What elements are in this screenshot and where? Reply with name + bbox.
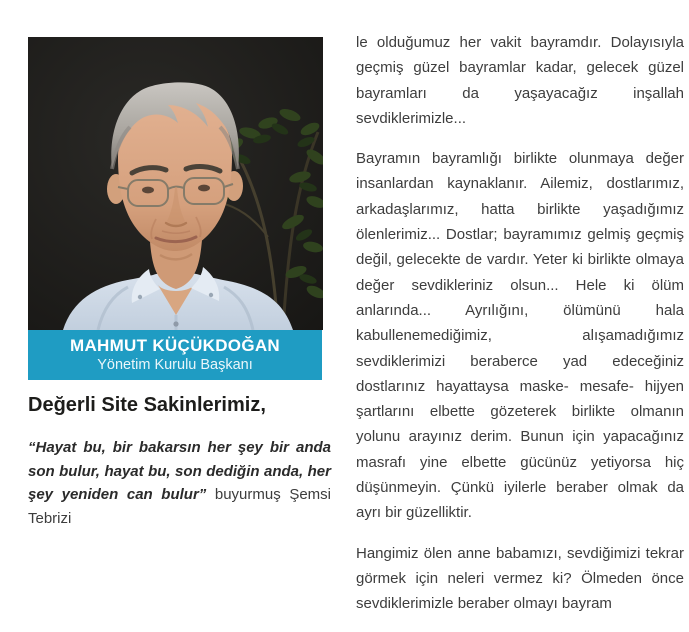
greeting-heading: Değerli Site Sakinlerimiz, xyxy=(28,394,266,416)
opening-quote xyxy=(28,436,331,530)
author-name-banner xyxy=(28,330,322,380)
author-role: Yönetim Kurulu Başkanı xyxy=(97,357,253,374)
portrait-photo xyxy=(28,37,323,330)
article-paragraph: Bayramın bayramlığı birlikte olunmaya değer insanlardan kaynaklanır. Ailemiz, dostlarımız, arkadaşlarımız, hatta birlikte yaşadığımız ölenlerimiz... Dostlar; bayramımız gelmiş geçmiş değil, gelecekte de vardır. Yeter ki birlikte olmaya değer sevdikleriniz olsun... Hele ki ölüm anlarında... Ayrılığını, ölümünü hala kabullenemediğimiz, alışamadığımız sevdiklerimizi beraberce yad edeceğiniz dostlarınız hayattaysa maske- mesafe- hijyen şartlarını elbette gözeterek birlikte olmanın yolunu arayınız derim. Bunun için yapacağınız masrafı yine elbette gücünüz yetiyorsa hiç düşünmeyin. Çünkü iyilerle beraber olmak da ayrı bir güzelliktir. xyxy=(356,150,684,522)
article-paragraph: Hangimiz ölen anne babamızı, sevdiğimizi tekrar görmek için neleri vermez ki? Ölmeden önce sevdiklerimizle beraber olmayı bayram xyxy=(356,544,684,613)
quote-text: “Hayat bu, bir bakarsın her şey bir anda son bulur, hayat bu, son dediğin anda, her şey yeniden can bulur” xyxy=(28,439,331,503)
article-text-column xyxy=(356,30,684,632)
author-name: MAHMUT KÜÇÜKDOĞAN xyxy=(69,335,281,355)
quote-attribution: buyurmuş Şemsi Tebrizi xyxy=(28,486,331,527)
article-paragraph: le olduğumuz her vakit bayramdır. Dolayısıyla geçmiş güzel bayramlar kadar, gelecek güzel bayramları da yaşayacağız inşallah sevdiklerimizle... xyxy=(356,34,684,127)
portrait-illustration xyxy=(28,37,323,330)
